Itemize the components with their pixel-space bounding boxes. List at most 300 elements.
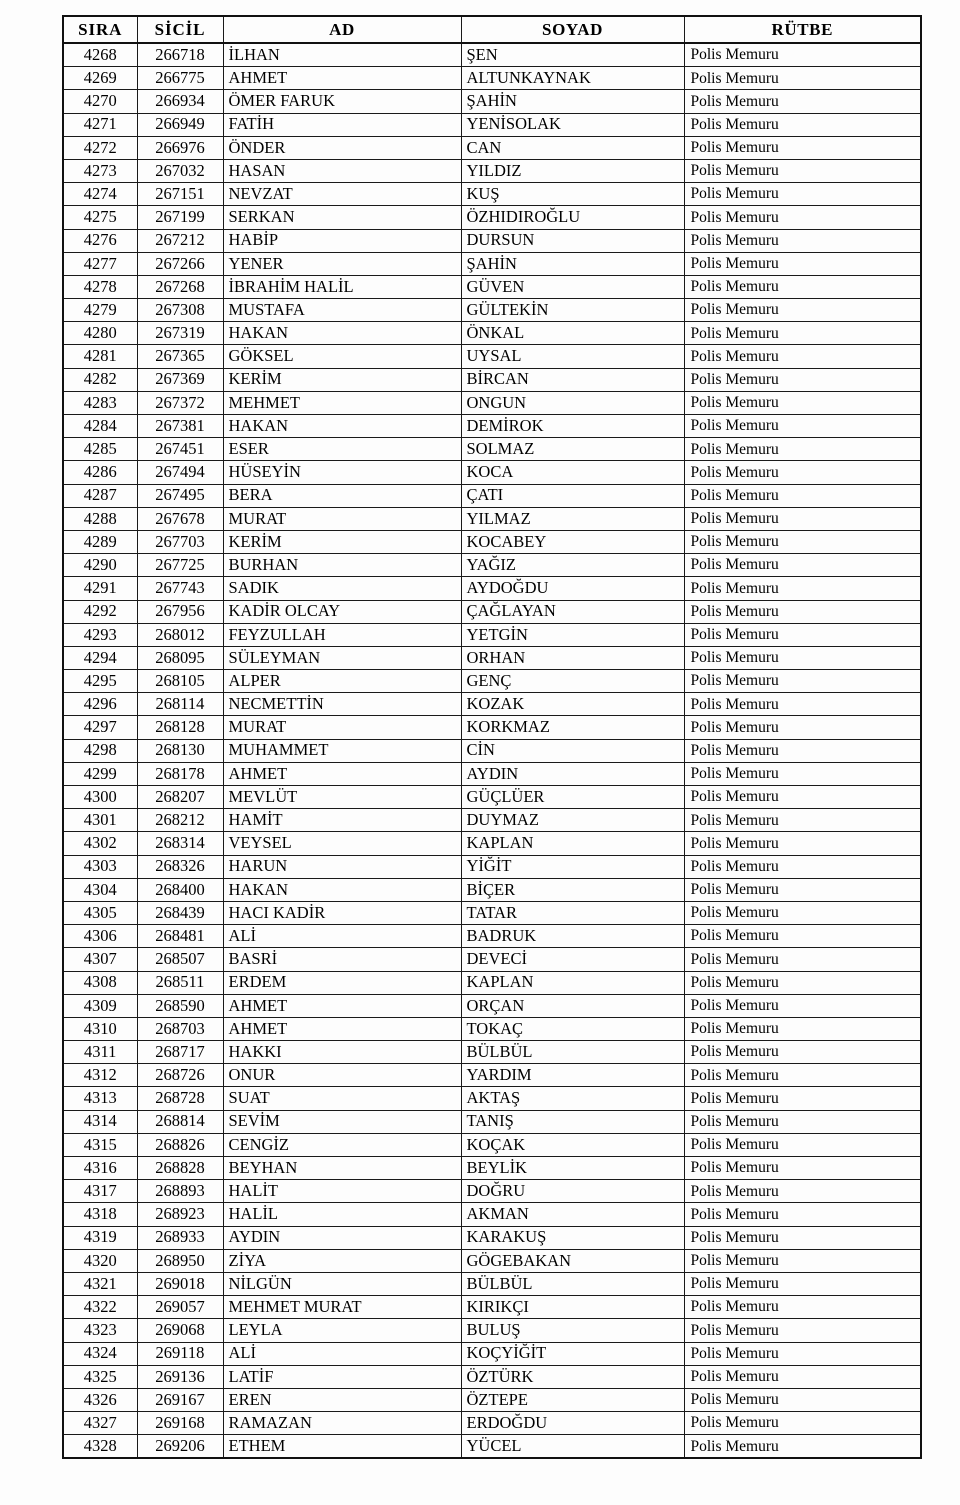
cell-ad: VEYSEL [223,832,461,855]
table-row [63,809,921,832]
cell-soyad: ÇAĞLAYAN [461,600,684,623]
cell-rutbe: Polis Memuru [684,739,921,762]
cell-sira: 4290 [63,554,137,577]
cell-soyad: DEMİROK [461,415,684,438]
cell-sira: 4305 [63,901,137,924]
cell-ad: RAMAZAN [223,1412,461,1435]
cell-rutbe: Polis Memuru [684,1180,921,1203]
cell-sicil: 268590 [137,994,223,1017]
cell-sicil: 269118 [137,1342,223,1365]
cell-sicil: 267199 [137,206,223,229]
cell-ad: MURAT [223,507,461,530]
column-header-rutbe: RÜTBE [684,16,921,43]
cell-soyad: DEVECİ [461,948,684,971]
cell-rutbe: Polis Memuru [684,368,921,391]
cell-sira: 4304 [63,878,137,901]
cell-soyad: DOĞRU [461,1180,684,1203]
cell-ad: MEHMET MURAT [223,1296,461,1319]
cell-rutbe: Polis Memuru [684,693,921,716]
cell-rutbe: Polis Memuru [684,1017,921,1040]
cell-ad: BASRİ [223,948,461,971]
table-row [63,438,921,461]
cell-ad: CENGİZ [223,1133,461,1156]
cell-sicil: 268314 [137,832,223,855]
cell-sira: 4285 [63,438,137,461]
table-row [63,577,921,600]
cell-soyad: GENÇ [461,670,684,693]
cell-sicil: 268923 [137,1203,223,1226]
cell-sicil: 267956 [137,600,223,623]
cell-sicil: 266934 [137,90,223,113]
cell-soyad: BİÇER [461,878,684,901]
cell-rutbe: Polis Memuru [684,901,921,924]
cell-soyad: ÖNKAL [461,322,684,345]
cell-rutbe: Polis Memuru [684,43,921,67]
cell-sicil: 267268 [137,275,223,298]
cell-rutbe: Polis Memuru [684,1110,921,1133]
cell-soyad: KOZAK [461,693,684,716]
cell-soyad: KARAKUŞ [461,1226,684,1249]
cell-sicil: 268207 [137,786,223,809]
cell-sira: 4326 [63,1388,137,1411]
cell-soyad: YILDIZ [461,159,684,182]
column-header-ad: AD [223,16,461,43]
cell-rutbe: Polis Memuru [684,1064,921,1087]
cell-sicil: 268012 [137,623,223,646]
cell-sira: 4306 [63,925,137,948]
cell-ad: KERİM [223,530,461,553]
cell-sira: 4270 [63,90,137,113]
cell-sicil: 267266 [137,252,223,275]
cell-soyad: GÜÇLÜER [461,786,684,809]
cell-sira: 4325 [63,1365,137,1388]
cell-soyad: ONGUN [461,391,684,414]
table-row [63,299,921,322]
table-row [63,693,921,716]
cell-sira: 4296 [63,693,137,716]
cell-ad: HAMİT [223,809,461,832]
table-row [63,1249,921,1272]
column-header-sicil: SİCİL [137,16,223,43]
table-row [63,1064,921,1087]
table-row [63,762,921,785]
cell-sira: 4278 [63,275,137,298]
cell-sira: 4279 [63,299,137,322]
cell-rutbe: Polis Memuru [684,507,921,530]
cell-rutbe: Polis Memuru [684,623,921,646]
cell-soyad: AKMAN [461,1203,684,1226]
cell-rutbe: Polis Memuru [684,159,921,182]
cell-rutbe: Polis Memuru [684,1249,921,1272]
cell-sira: 4319 [63,1226,137,1249]
cell-rutbe: Polis Memuru [684,484,921,507]
cell-sira: 4277 [63,252,137,275]
cell-sicil: 267495 [137,484,223,507]
cell-sicil: 269168 [137,1412,223,1435]
cell-sicil: 267494 [137,461,223,484]
cell-sicil: 268507 [137,948,223,971]
cell-rutbe: Polis Memuru [684,1157,921,1180]
cell-rutbe: Polis Memuru [684,1087,921,1110]
cell-ad: ESER [223,438,461,461]
cell-sicil: 266718 [137,43,223,67]
cell-ad: MUSTAFA [223,299,461,322]
table-row [63,206,921,229]
cell-rutbe: Polis Memuru [684,1342,921,1365]
cell-sicil: 268826 [137,1133,223,1156]
cell-ad: LEYLA [223,1319,461,1342]
cell-ad: SÜLEYMAN [223,646,461,669]
cell-sira: 4274 [63,183,137,206]
cell-sira: 4295 [63,670,137,693]
cell-rutbe: Polis Memuru [684,67,921,90]
cell-ad: HAKAN [223,322,461,345]
table-row [63,1388,921,1411]
cell-sira: 4271 [63,113,137,136]
table-row [63,345,921,368]
cell-sira: 4268 [63,43,137,67]
cell-soyad: DURSUN [461,229,684,252]
cell-ad: ALİ [223,925,461,948]
cell-sira: 4281 [63,345,137,368]
cell-sicil: 267212 [137,229,223,252]
cell-sicil: 268728 [137,1087,223,1110]
table-row [63,832,921,855]
table-row [63,925,921,948]
table-row [63,716,921,739]
cell-soyad: GÜVEN [461,275,684,298]
cell-ad: KERİM [223,368,461,391]
table-row [63,183,921,206]
cell-rutbe: Polis Memuru [684,554,921,577]
cell-rutbe: Polis Memuru [684,345,921,368]
cell-sira: 4272 [63,136,137,159]
cell-soyad: KUŞ [461,183,684,206]
cell-rutbe: Polis Memuru [684,646,921,669]
table-row [63,1435,921,1459]
table-row [63,1319,921,1342]
cell-sicil: 268703 [137,1017,223,1040]
cell-soyad: TATAR [461,901,684,924]
table-row [63,1041,921,1064]
cell-ad: KADİR OLCAY [223,600,461,623]
cell-sira: 4273 [63,159,137,182]
cell-rutbe: Polis Memuru [684,786,921,809]
cell-rutbe: Polis Memuru [684,1296,921,1319]
table-row [63,1365,921,1388]
table-row [63,1017,921,1040]
cell-ad: ALİ [223,1342,461,1365]
table-row [63,67,921,90]
table-row [63,1203,921,1226]
cell-soyad: ALTUNKAYNAK [461,67,684,90]
cell-sicil: 269068 [137,1319,223,1342]
cell-sicil: 268828 [137,1157,223,1180]
cell-sira: 4310 [63,1017,137,1040]
cell-rutbe: Polis Memuru [684,832,921,855]
table-row [63,43,921,67]
cell-sicil: 268481 [137,925,223,948]
personnel-roster-table [62,15,922,1459]
cell-rutbe: Polis Memuru [684,183,921,206]
cell-ad: FEYZULLAH [223,623,461,646]
cell-rutbe: Polis Memuru [684,670,921,693]
table-row [63,1342,921,1365]
cell-soyad: YÜCEL [461,1435,684,1459]
table-row [63,275,921,298]
cell-sira: 4314 [63,1110,137,1133]
cell-ad: HAKAN [223,415,461,438]
cell-sicil: 268726 [137,1064,223,1087]
cell-ad: GÖKSEL [223,345,461,368]
table-row [63,1110,921,1133]
cell-soyad: KOCA [461,461,684,484]
cell-ad: ETHEM [223,1435,461,1459]
table-row [63,623,921,646]
cell-sicil: 268105 [137,670,223,693]
table-row [63,1272,921,1295]
cell-rutbe: Polis Memuru [684,438,921,461]
cell-rutbe: Polis Memuru [684,229,921,252]
cell-sira: 4309 [63,994,137,1017]
table-row [63,461,921,484]
cell-sira: 4317 [63,1180,137,1203]
cell-sira: 4283 [63,391,137,414]
cell-sira: 4312 [63,1064,137,1087]
cell-soyad: ŞAHİN [461,90,684,113]
cell-rutbe: Polis Memuru [684,948,921,971]
table-row [63,322,921,345]
cell-rutbe: Polis Memuru [684,113,921,136]
table-row [63,113,921,136]
cell-soyad: AKTAŞ [461,1087,684,1110]
cell-soyad: ŞAHİN [461,252,684,275]
cell-sicil: 266775 [137,67,223,90]
table-row [63,739,921,762]
cell-soyad: UYSAL [461,345,684,368]
cell-soyad: KAPLAN [461,971,684,994]
cell-rutbe: Polis Memuru [684,762,921,785]
table-row [63,136,921,159]
cell-rutbe: Polis Memuru [684,577,921,600]
table-row [63,1180,921,1203]
cell-sira: 4320 [63,1249,137,1272]
column-header-soyad: SOYAD [461,16,684,43]
cell-sicil: 269136 [137,1365,223,1388]
cell-ad: YENER [223,252,461,275]
cell-sicil: 269167 [137,1388,223,1411]
cell-rutbe: Polis Memuru [684,206,921,229]
table-row [63,1087,921,1110]
cell-ad: HAKAN [223,878,461,901]
cell-sira: 4328 [63,1435,137,1459]
cell-soyad: YAĞIZ [461,554,684,577]
cell-sicil: 266949 [137,113,223,136]
cell-soyad: YARDIM [461,1064,684,1087]
table-row [63,878,921,901]
cell-sira: 4288 [63,507,137,530]
cell-sicil: 268178 [137,762,223,785]
table-row [63,901,921,924]
cell-soyad: YENİSOLAK [461,113,684,136]
table-row [63,1157,921,1180]
cell-ad: ÖMER FARUK [223,90,461,113]
table-header-row [63,16,921,43]
table-row [63,600,921,623]
cell-sicil: 267451 [137,438,223,461]
cell-sicil: 268095 [137,646,223,669]
table-row [63,507,921,530]
cell-sira: 4308 [63,971,137,994]
cell-soyad: YETGİN [461,623,684,646]
cell-ad: NECMETTİN [223,693,461,716]
cell-sira: 4311 [63,1041,137,1064]
cell-ad: HABİP [223,229,461,252]
table-body [63,43,921,1458]
cell-sicil: 267369 [137,368,223,391]
cell-ad: AHMET [223,762,461,785]
cell-ad: HALİT [223,1180,461,1203]
cell-rutbe: Polis Memuru [684,1133,921,1156]
cell-sira: 4294 [63,646,137,669]
cell-rutbe: Polis Memuru [684,1388,921,1411]
cell-sicil: 268114 [137,693,223,716]
cell-soyad: GÜLTEKİN [461,299,684,322]
cell-sicil: 268950 [137,1249,223,1272]
scanned-table-region [62,15,920,1459]
table-row [63,786,921,809]
cell-soyad: CİN [461,739,684,762]
cell-sira: 4275 [63,206,137,229]
cell-sira: 4282 [63,368,137,391]
cell-soyad: DUYMAZ [461,809,684,832]
table-row [63,948,921,971]
cell-rutbe: Polis Memuru [684,136,921,159]
cell-ad: ÖNDER [223,136,461,159]
cell-sicil: 267678 [137,507,223,530]
cell-rutbe: Polis Memuru [684,600,921,623]
cell-soyad: SOLMAZ [461,438,684,461]
cell-rutbe: Polis Memuru [684,855,921,878]
cell-ad: HÜSEYİN [223,461,461,484]
table-row [63,391,921,414]
table-header [63,16,921,43]
cell-rutbe: Polis Memuru [684,716,921,739]
cell-rutbe: Polis Memuru [684,1435,921,1459]
cell-sicil: 269057 [137,1296,223,1319]
column-header-sira: SIRA [63,16,137,43]
cell-soyad: GÖGEBAKAN [461,1249,684,1272]
cell-sicil: 267151 [137,183,223,206]
cell-sicil: 268400 [137,878,223,901]
table-row [63,415,921,438]
cell-sicil: 268717 [137,1041,223,1064]
cell-rutbe: Polis Memuru [684,971,921,994]
cell-ad: HALİL [223,1203,461,1226]
cell-soyad: BULUŞ [461,1319,684,1342]
cell-sira: 4292 [63,600,137,623]
cell-rutbe: Polis Memuru [684,90,921,113]
cell-sira: 4291 [63,577,137,600]
cell-ad: ERDEM [223,971,461,994]
cell-sicil: 268893 [137,1180,223,1203]
cell-soyad: KOÇYİĞİT [461,1342,684,1365]
cell-ad: ONUR [223,1064,461,1087]
cell-rutbe: Polis Memuru [684,461,921,484]
cell-soyad: KAPLAN [461,832,684,855]
cell-ad: NEVZAT [223,183,461,206]
cell-rutbe: Polis Memuru [684,809,921,832]
cell-soyad: YİĞİT [461,855,684,878]
table-row [63,855,921,878]
table-row [63,554,921,577]
cell-ad: NİLGÜN [223,1272,461,1295]
cell-ad: MURAT [223,716,461,739]
cell-ad: İBRAHİM HALİL [223,275,461,298]
cell-ad: AHMET [223,994,461,1017]
cell-sicil: 268511 [137,971,223,994]
cell-ad: AYDIN [223,1226,461,1249]
cell-sira: 4284 [63,415,137,438]
cell-ad: AHMET [223,1017,461,1040]
cell-ad: SEVİM [223,1110,461,1133]
cell-soyad: BİRCAN [461,368,684,391]
cell-ad: MEHMET [223,391,461,414]
cell-sira: 4286 [63,461,137,484]
cell-sicil: 268933 [137,1226,223,1249]
cell-rutbe: Polis Memuru [684,322,921,345]
cell-rutbe: Polis Memuru [684,530,921,553]
table-row [63,670,921,693]
table-row [63,1412,921,1435]
cell-ad: HAKKI [223,1041,461,1064]
table-row [63,646,921,669]
cell-soyad: KOÇAK [461,1133,684,1156]
cell-sira: 4313 [63,1087,137,1110]
cell-sira: 4322 [63,1296,137,1319]
cell-ad: BEYHAN [223,1157,461,1180]
cell-rutbe: Polis Memuru [684,252,921,275]
cell-rutbe: Polis Memuru [684,1041,921,1064]
cell-ad: HARUN [223,855,461,878]
cell-sira: 4299 [63,762,137,785]
cell-sira: 4289 [63,530,137,553]
cell-sicil: 266976 [137,136,223,159]
cell-rutbe: Polis Memuru [684,994,921,1017]
cell-sicil: 269018 [137,1272,223,1295]
cell-ad: MUHAMMET [223,739,461,762]
cell-ad: BERA [223,484,461,507]
cell-ad: SADIK [223,577,461,600]
table-row [63,1296,921,1319]
cell-sicil: 267032 [137,159,223,182]
table-row [63,530,921,553]
cell-soyad: AYDOĞDU [461,577,684,600]
cell-sicil: 268212 [137,809,223,832]
cell-sicil: 268130 [137,739,223,762]
cell-rutbe: Polis Memuru [684,1272,921,1295]
cell-rutbe: Polis Memuru [684,299,921,322]
cell-soyad: ORHAN [461,646,684,669]
table-row [63,1133,921,1156]
cell-sicil: 267381 [137,415,223,438]
cell-soyad: YILMAZ [461,507,684,530]
cell-sira: 4318 [63,1203,137,1226]
cell-soyad: TOKAÇ [461,1017,684,1040]
table-row [63,368,921,391]
cell-rutbe: Polis Memuru [684,878,921,901]
cell-sicil: 267725 [137,554,223,577]
